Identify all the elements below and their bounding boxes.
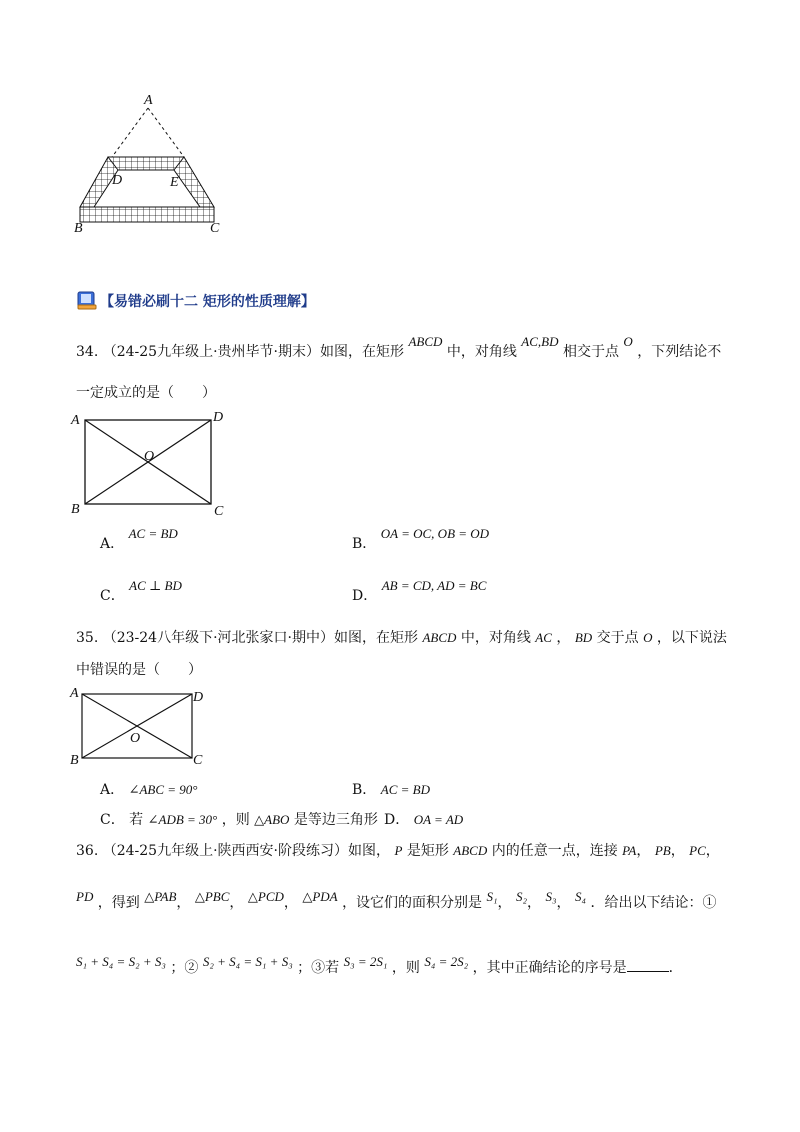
q35-option-a[interactable] <box>100 780 198 800</box>
q34-option-d[interactable] <box>352 578 487 606</box>
q35-option-c-pre: 若 <box>129 812 144 828</box>
q34-option-c-letter: C． <box>100 588 125 604</box>
top-figure <box>60 90 240 240</box>
q34-mid1: 中，对角线 <box>446 344 517 360</box>
q34-o: O <box>623 334 633 349</box>
book-icon <box>76 289 98 311</box>
q36-s1: S₁ <box>486 889 498 904</box>
q34-tail: ，下列结论不 <box>637 344 722 360</box>
q36-c2: S₂ + S₄ = S₁ + S₃ <box>202 954 293 969</box>
q34-diag: AC,BD <box>521 334 559 349</box>
q36-c3-pre: ；③若 <box>297 960 340 976</box>
q36-sep1: ， <box>636 843 651 859</box>
q35-option-c-mid: ，则 <box>221 812 250 828</box>
q35-option-b-letter: B． <box>352 782 377 798</box>
q36-pd: PD <box>76 889 94 904</box>
q35-option-a-math: ∠ABC = 90° <box>128 782 198 797</box>
q36-pc: PC <box>689 843 706 858</box>
label-c: C <box>210 221 220 236</box>
q36-c3-mid: ，则 <box>391 960 420 976</box>
q36-sep5: ， <box>229 895 244 911</box>
q35-tail: ，以下说法 <box>656 630 727 646</box>
section-title: 【易错必刷十二 矩形的性质理解】 <box>100 294 315 310</box>
q35-option-d-letter: D． <box>384 812 410 828</box>
q34-label-c: C <box>214 504 224 519</box>
q35-line1 <box>76 628 727 648</box>
q36-rect: ABCD <box>453 843 488 858</box>
label-d: D <box>112 173 123 188</box>
q34-option-b-letter: B． <box>352 536 377 552</box>
q34-rect: ABCD <box>408 334 443 349</box>
label-b: B <box>74 221 83 236</box>
q35-mid1: 中，对角线 <box>460 630 531 646</box>
q34-option-a-math: AC = BD <box>128 526 178 541</box>
q36-mid1: 是矩形 <box>406 843 449 859</box>
q35-option-c-math2: △ABO <box>254 812 290 827</box>
q34-source: （24-25九年级上·贵州毕节·期末）如图，在矩形 <box>102 344 404 360</box>
q34-option-a-letter: A． <box>100 536 125 552</box>
q36-line1 <box>76 841 720 861</box>
q36-pb: PB <box>654 843 671 858</box>
q35-o: O <box>643 630 653 645</box>
q34-label-d: D <box>213 410 224 425</box>
q35-ac: AC <box>535 630 552 645</box>
q36-pa: PA <box>622 843 637 858</box>
q36-area-text: ，设它们的面积分别是 <box>342 895 483 911</box>
q35-line2: 中错误的是（ ） <box>76 662 202 678</box>
q34-option-a[interactable] <box>100 526 178 554</box>
q36-c3a: S₃ = 2S₁ <box>343 954 388 969</box>
q35-source: （23-24八年级下·河北张家口·期中）如图，在矩形 <box>102 630 418 646</box>
q35-option-c-letter: C． <box>100 812 125 828</box>
q35-figure <box>66 684 216 770</box>
q36-t4: △PDA <box>302 889 338 904</box>
q36-t1: △PAB <box>144 889 177 904</box>
q34-option-d-letter: D． <box>352 588 378 604</box>
q36-t3: △PCD <box>247 889 284 904</box>
q34-number: 34. <box>76 344 99 360</box>
q35-label-c: C <box>193 753 203 768</box>
q36-end: ，其中正确结论的序号是 <box>472 960 627 976</box>
q34-option-d-math: AB = CD, AD = BC <box>381 578 487 593</box>
q36-source: （24-25九年级上·陕西西安·阶段练习）如图， <box>102 843 390 859</box>
q36-sep3: ， <box>705 843 720 859</box>
q34-line2: 一定成立的是（ ） <box>76 385 216 401</box>
q35-number: 35. <box>76 630 99 646</box>
q36-number: 36. <box>76 843 99 859</box>
q36-sep8: ， <box>527 895 542 911</box>
q35-comma: ， <box>556 630 571 646</box>
q36-s3: S₃ <box>545 889 557 904</box>
frame-top <box>108 157 184 170</box>
q35-option-d-math: OA = AD <box>413 812 464 827</box>
dashed-line-right <box>148 108 184 157</box>
q35-option-b[interactable] <box>352 780 430 800</box>
q36-c1: S₁ + S₄ = S₂ + S₃ <box>76 954 166 969</box>
q35-option-a-letter: A． <box>100 782 125 798</box>
q35-mid2: 交于点 <box>596 630 639 646</box>
frame-bottom <box>80 207 214 222</box>
q35-option-c-post: 是等边三角形 <box>293 812 378 828</box>
q35-label-d: D <box>193 690 204 705</box>
q36-give: ．给出以下结论：① <box>590 895 717 911</box>
q34-option-c[interactable] <box>100 578 182 606</box>
dashed-line-left <box>112 108 148 157</box>
q36-answer-blank[interactable] <box>627 957 669 972</box>
q36-c3b: S₄ = 2S₂ <box>424 954 469 969</box>
q36-period: ． <box>668 960 683 976</box>
q35-option-d[interactable] <box>384 810 463 830</box>
q35-rect: ABCD <box>422 630 457 645</box>
label-e: E <box>170 175 179 190</box>
q36-sep4: ， <box>176 895 191 911</box>
q35-label-b: B <box>70 753 79 768</box>
q36-c2-pre: ；② <box>170 960 199 976</box>
q36-p: P <box>394 843 403 858</box>
q34-label-b: B <box>71 502 80 517</box>
q35-option-b-math: AC = BD <box>380 782 430 797</box>
q35-option-c[interactable] <box>100 810 378 830</box>
q36-line2 <box>76 889 717 913</box>
q36-s4: S₄ <box>574 889 586 904</box>
q34-line1 <box>76 334 722 362</box>
q35-label-o: O <box>130 731 141 746</box>
q36-sep9: ， <box>556 895 571 911</box>
q35-option-c-math: ∠ADB = 30° <box>147 812 218 827</box>
label-a: A <box>144 93 153 108</box>
q36-get: ，得到 <box>97 895 140 911</box>
q36-s2: S₂ <box>516 889 528 904</box>
q34-option-b[interactable] <box>352 526 490 554</box>
q34-mid2: 相交于点 <box>562 344 619 360</box>
q36-line3 <box>76 954 683 978</box>
q36-mid2: 内的任意一点，连接 <box>491 843 618 859</box>
q34-label-a: A <box>71 413 80 428</box>
q34-figure <box>68 408 238 523</box>
q35-label-a: A <box>70 686 79 701</box>
frame-right <box>174 157 214 207</box>
q34-option-c-math: AC ⊥ BD <box>129 578 182 593</box>
q34-label-o: O <box>144 449 155 464</box>
q35-bd: BD <box>574 630 593 645</box>
q36-sep7: ， <box>497 895 512 911</box>
q36-t2: △PBC <box>194 889 230 904</box>
q36-sep2: ， <box>670 843 685 859</box>
q34-option-b-math: OA = OC, OB = OD <box>380 526 490 541</box>
q36-sep6: ， <box>283 895 298 911</box>
